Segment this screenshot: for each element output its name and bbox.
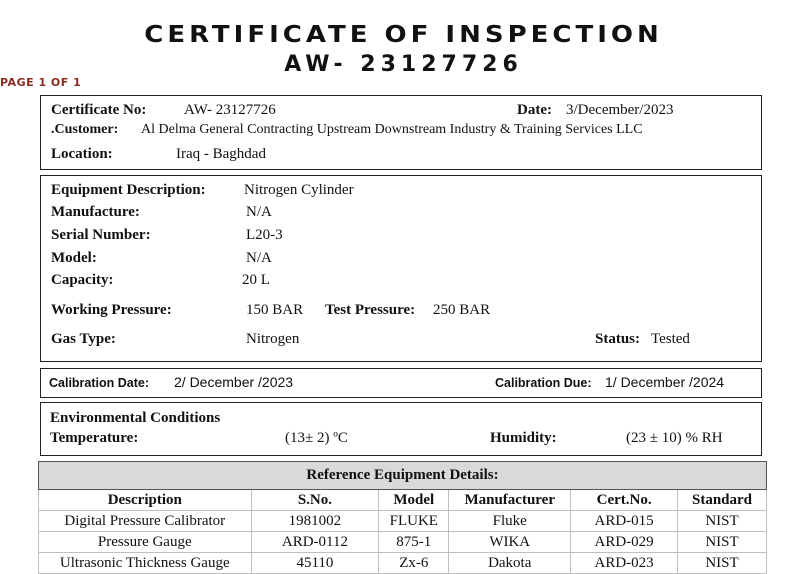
calibration-date-value: 2/ December /2023: [174, 374, 294, 390]
test-pressure-value: 250 BAR: [433, 302, 491, 318]
table-header-row: [39, 490, 767, 511]
reference-equipment-table: [38, 461, 767, 574]
table-cell: Pressure Gauge: [39, 532, 252, 553]
environment-heading: Environmental Conditions: [50, 410, 221, 426]
gas-type-label: Gas Type:: [51, 331, 116, 347]
customer-value: Al Delma General Contracting Upstream Downstream Industry & Training Services LLC: [141, 122, 643, 137]
reference-table-heading: Reference Equipment Details:: [39, 462, 767, 490]
equipment-description-label: Equipment Description:: [51, 182, 206, 198]
table-row: [39, 511, 767, 532]
date-label: Date:: [517, 102, 552, 118]
table-cell: Ultrasonic Thickness Gauge: [39, 553, 252, 574]
table-cell: ARD-0112: [251, 532, 379, 553]
test-pressure-label: Test Pressure:: [325, 302, 416, 318]
certificate-code: AW- 23127726: [284, 52, 523, 77]
capacity-value: 20 L: [242, 272, 270, 288]
working-pressure-label: Working Pressure:: [51, 302, 172, 318]
humidity-label: Humidity:: [490, 430, 557, 446]
calibration-due-value: 1/ December /2024: [605, 374, 725, 390]
temperature-label: Temperature:: [50, 430, 139, 446]
table-cell: Digital Pressure Calibrator: [39, 511, 252, 532]
column-header: S.No.: [251, 490, 379, 511]
table-row: [39, 532, 767, 553]
table-cell: ARD-023: [571, 553, 678, 574]
temperature-value: (13± 2) ºC: [285, 430, 348, 446]
column-header: Model: [379, 490, 449, 511]
location-label: Location:: [51, 146, 113, 162]
table-cell: NIST: [678, 532, 767, 553]
table-cell: FLUKE: [379, 511, 449, 532]
model-value: N/A: [246, 250, 272, 266]
manufacture-value: N/A: [246, 204, 272, 220]
column-header: Standard: [678, 490, 767, 511]
calibration-due-label: Calibration Due:: [495, 376, 592, 390]
table-cell: Dakota: [449, 553, 571, 574]
equipment-description-value: Nitrogen Cylinder: [244, 182, 354, 198]
column-header: Manufacturer: [449, 490, 571, 511]
capacity-label: Capacity:: [51, 272, 114, 288]
cert-no-label: Certificate No:: [51, 102, 147, 118]
table-cell: NIST: [678, 511, 767, 532]
certificate-title: CERTIFICATE OF INSPECTION: [144, 21, 663, 49]
cert-no-value: AW- 23127726: [184, 102, 276, 118]
humidity-value: (23 ± 10) % RH: [626, 430, 723, 446]
table-cell: 1981002: [251, 511, 379, 532]
location-value: Iraq - Baghdad: [176, 146, 266, 162]
status-value: Tested: [651, 331, 690, 347]
gas-type-value: Nitrogen: [246, 331, 300, 347]
column-header: Description: [39, 490, 252, 511]
customer-label: .Customer:: [51, 122, 119, 137]
table-cell: 875-1: [379, 532, 449, 553]
serial-number-value: L20-3: [246, 227, 283, 243]
table-cell: ARD-029: [571, 532, 678, 553]
table-cell: ARD-015: [571, 511, 678, 532]
serial-number-label: Serial Number:: [51, 227, 151, 243]
working-pressure-value: 150 BAR: [246, 302, 304, 318]
page-indicator: PAGE 1 OF 1: [0, 76, 82, 89]
table-cell: Fluke: [449, 511, 571, 532]
date-value: 3/December/2023: [566, 102, 674, 118]
table-row: [39, 553, 767, 574]
manufacture-label: Manufacture:: [51, 204, 140, 220]
column-header: Cert.No.: [571, 490, 678, 511]
table-cell: 45110: [251, 553, 379, 574]
calibration-date-label: Calibration Date:: [49, 376, 150, 390]
table-cell: NIST: [678, 553, 767, 574]
table-cell: Zx-6: [379, 553, 449, 574]
status-label: Status:: [595, 331, 641, 347]
table-cell: WIKA: [449, 532, 571, 553]
model-label: Model:: [51, 250, 97, 266]
